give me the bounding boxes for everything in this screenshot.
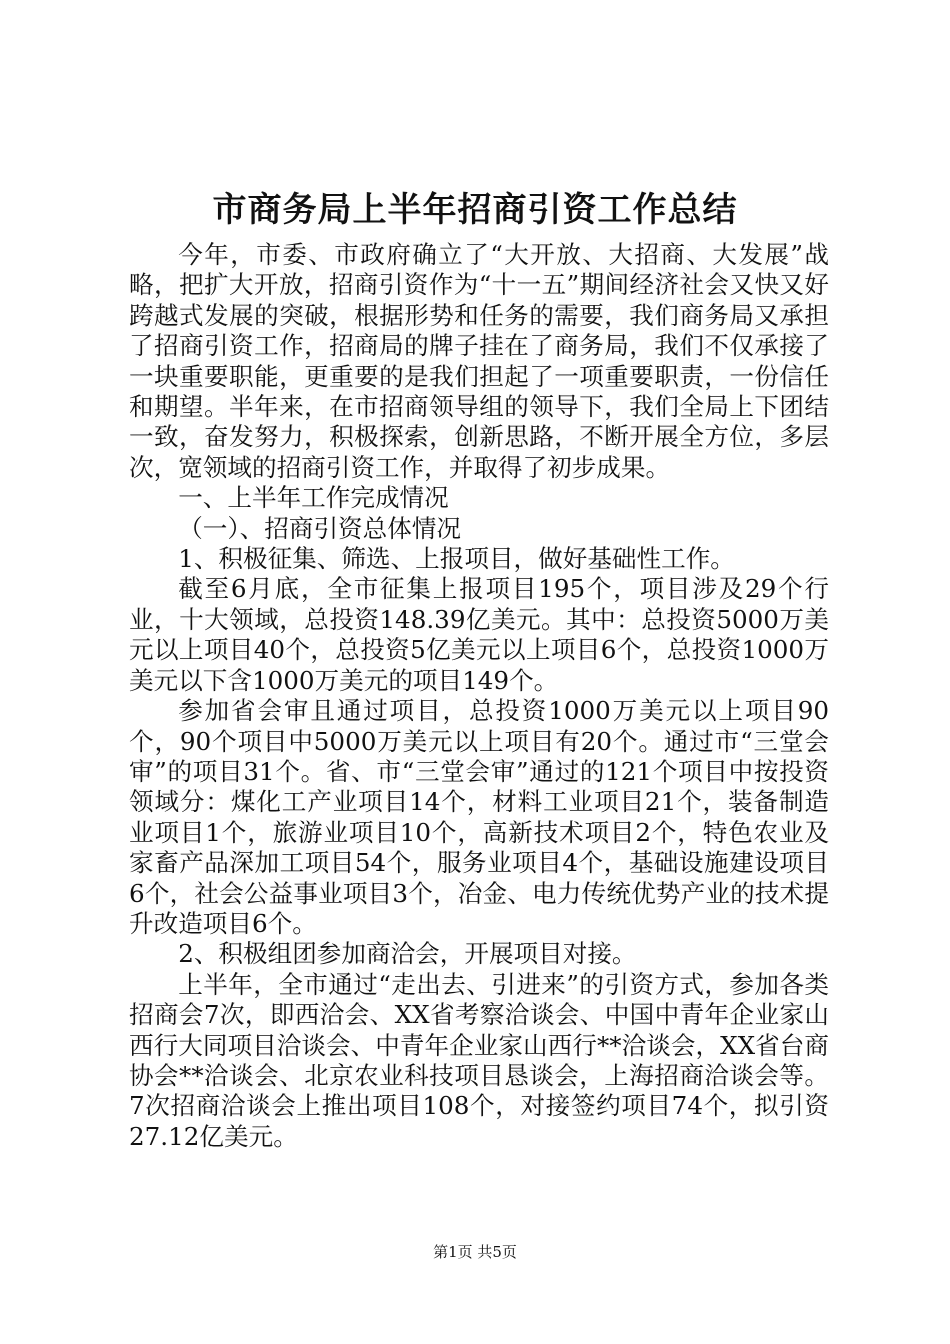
paragraph-projects-summary: 截至6月底，全市征集上报项目195个，项目涉及29个行业，十大领域，总投资148.39亿美元。其中：总投资5000万美元以上项目40个，总投资5亿美元以上项目6个，总投资1000万美元以下含1000万美元的项目149个。: [129, 574, 829, 695]
heading-item-1: 1、积极征集、筛选、上报项目，做好基础性工作。: [178, 544, 735, 574]
document-title: 市商务局上半年招商引资工作总结: [212, 190, 738, 230]
paragraph-fairs: 上半年，全市通过“走出去、引进来”的引资方式，参加各类招商会7次，即西洽会、XX省考察洽谈会、中国中青年企业家山西行大同项目洽谈会、中青年企业家山西行**洽谈会，XX省台商协会**洽谈会、北京农业科技项目恳谈会，上海招商洽谈会等。7次招商洽谈会上推出项目108个，对接签约项目74个，拟引资27.12亿美元。: [129, 969, 829, 1151]
heading-section-1: 一、上半年工作完成情况: [178, 483, 449, 513]
heading-item-2: 2、积极组团参加商洽会，开展项目对接。: [178, 939, 637, 969]
paragraph-intro: 今年，市委、市政府确立了“大开放、大招商、大发展”战略，把扩大开放，招商引资作为“十一五”期间经济社会又快又好跨越式发展的突破，根据形势和任务的需要，我们商务局又承担了招商引资工作，招商局的牌子挂在了商务局，我们不仅承接了一块重要职能，更重要的是我们担起了一项重要职责，一份信任和期望。半年来，在市招商领导组的领导下，我们全局上下团结一致，奋发努力，积极探索，创新思路，不断开展全方位，多层次，宽领域的招商引资工作，并取得了初步成果。: [129, 240, 829, 482]
heading-subsection-1: （一）、招商引资总体情况: [178, 513, 462, 543]
page-indicator: 第1页 共5页: [433, 1243, 517, 1261]
paragraph-review-results: 参加省会审且通过项目，总投资1000万美元以上项目90个，90个项目中5000万美元以上项目有20个。通过市“三堂会审”的项目31个。省、市“三堂会审”通过的121个项目中按投资领域分：煤化工产业项目14个，材料工业项目21个，装备制造业项目1个，旅游业项目10个，高新技术项目2个，特色农业及家畜产品深加工项目54个，服务业项目4个，基础设施建设项目6个，社会公益事业项目3个，冶金、电力传统优势产业的技术提升改造项目6个。: [129, 696, 829, 938]
document-body: [129, 240, 829, 1152]
